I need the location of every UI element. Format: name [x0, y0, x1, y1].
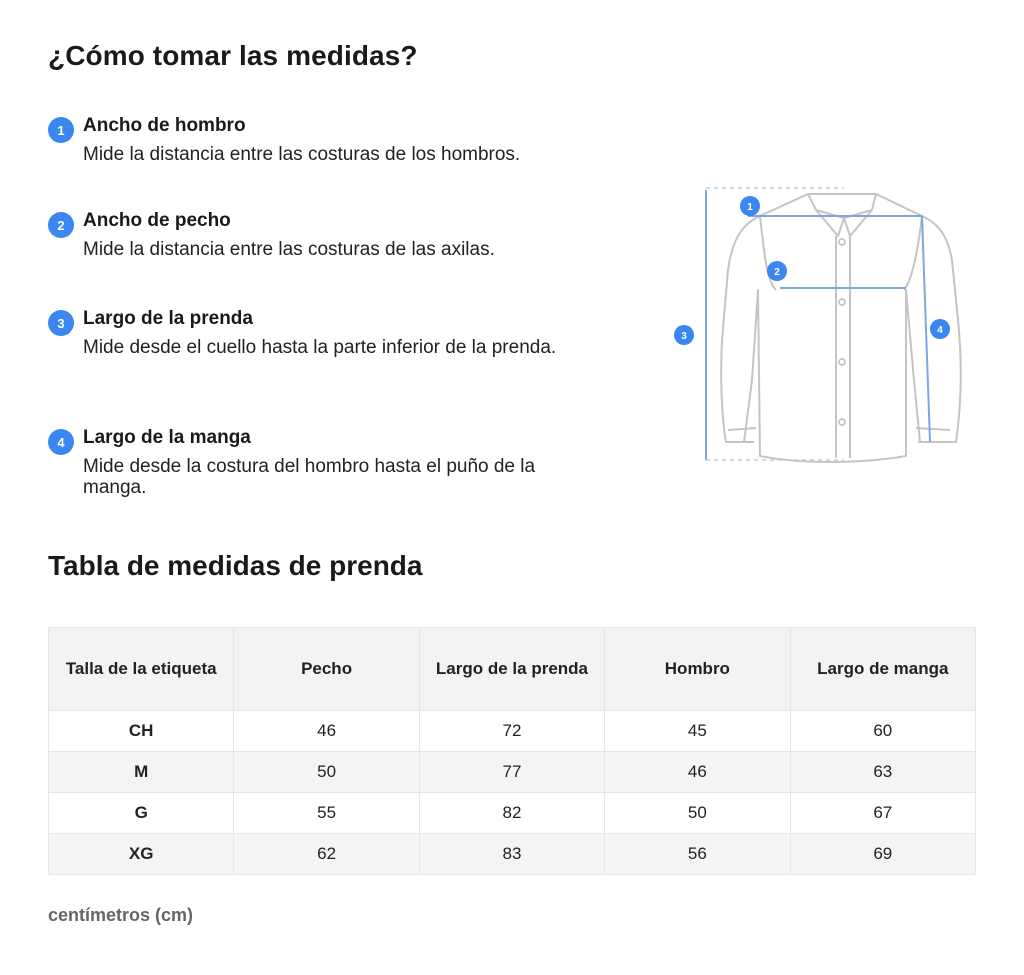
table-title: Tabla de medidas de prenda	[48, 550, 423, 581]
page-title: ¿Cómo tomar las medidas?	[48, 40, 418, 71]
table-cell: 46	[234, 711, 419, 752]
table-cell: 82	[419, 793, 604, 834]
step-description: Mide desde la costura del hombro hasta el puño de la manga.	[83, 456, 536, 498]
table-cell: 72	[419, 711, 604, 752]
size-cell: CH	[49, 711, 234, 752]
table-cell: 56	[605, 834, 790, 875]
table-cell: 50	[605, 793, 790, 834]
size-chart-table	[48, 627, 976, 875]
table-cell: 46	[605, 752, 790, 793]
table-cell: 69	[790, 834, 975, 875]
column-header: Largo de la prenda	[419, 628, 604, 711]
step-number-badge: 2	[48, 212, 74, 238]
size-cell: XG	[49, 834, 234, 875]
step-description: Mide la distancia entre las costuras de los hombros.	[83, 144, 521, 165]
step-number-badge: 4	[48, 429, 74, 455]
table-cell: 50	[234, 752, 419, 793]
marker-label: 4	[937, 325, 943, 336]
table-cell: 63	[790, 752, 975, 793]
step-number-badge: 1	[48, 117, 74, 143]
table-row	[49, 711, 976, 752]
step-description: Mide la distancia entre las costuras de las axilas.	[83, 239, 495, 260]
step-title: Largo de la prenda	[83, 308, 253, 329]
step-description: Mide desde el cuello hasta la parte inferior de la prenda.	[83, 337, 557, 358]
table-cell: 77	[419, 752, 604, 793]
column-header: Hombro	[605, 628, 790, 711]
step-number-badge: 3	[48, 310, 74, 336]
table-cell: 60	[790, 711, 975, 752]
table-header-row	[49, 628, 976, 711]
table-row	[49, 752, 976, 793]
table-row	[49, 834, 976, 875]
shirt-measurement-diagram	[660, 180, 970, 470]
table-cell: 83	[419, 834, 604, 875]
shirt-icon	[660, 180, 970, 470]
marker-label: 1	[747, 202, 753, 213]
step-title: Ancho de pecho	[83, 210, 231, 231]
table-cell: 67	[790, 793, 975, 834]
table-row	[49, 793, 976, 834]
size-cell: G	[49, 793, 234, 834]
size-cell: M	[49, 752, 234, 793]
step-title: Largo de la manga	[83, 427, 251, 448]
unit-note: centímetros (cm)	[48, 905, 194, 925]
column-header: Largo de manga	[790, 628, 975, 711]
table-cell: 45	[605, 711, 790, 752]
column-header: Talla de la etiqueta	[49, 628, 234, 711]
table-cell: 62	[234, 834, 419, 875]
column-header: Pecho	[234, 628, 419, 711]
table-cell: 55	[234, 793, 419, 834]
marker-label: 2	[774, 267, 780, 278]
marker-label: 3	[681, 331, 687, 342]
step-title: Ancho de hombro	[83, 115, 246, 136]
